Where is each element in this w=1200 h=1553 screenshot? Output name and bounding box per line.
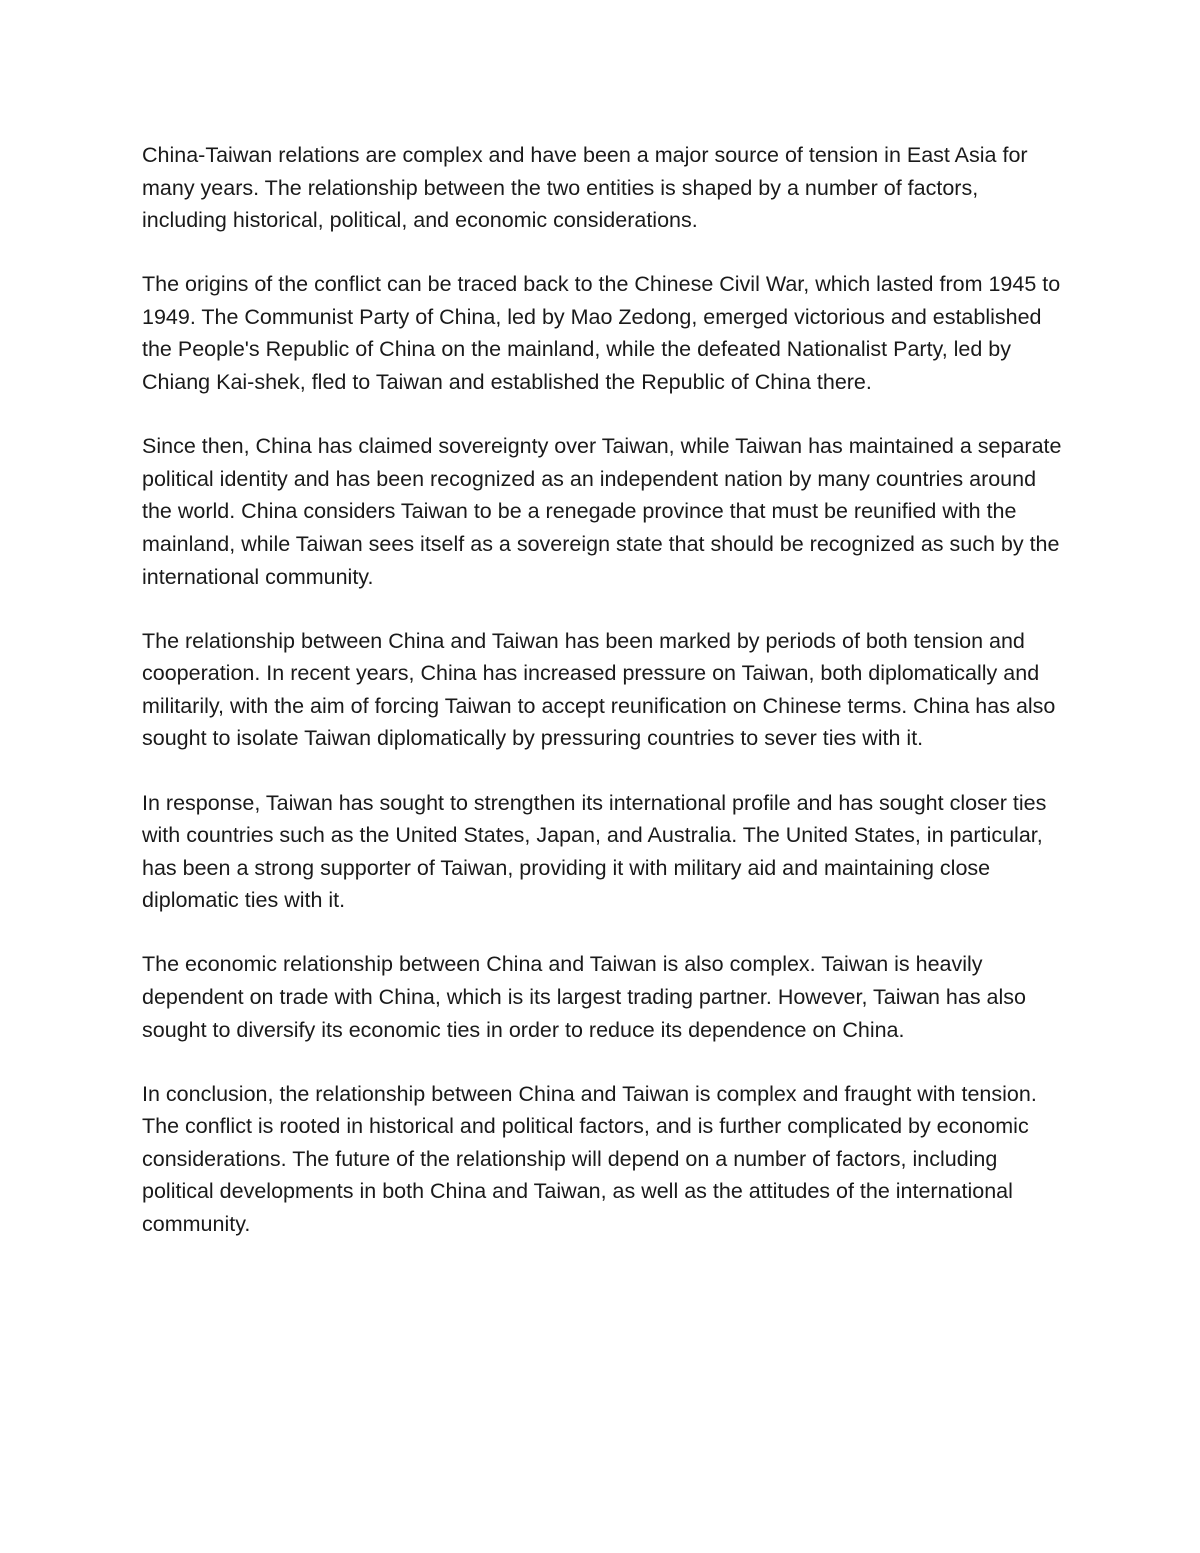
paragraph-conclusion: In conclusion, the relationship between China and Taiwan is complex and fraught with tension. The conflict is rooted in historical and political factors, and is further complicated by economic considerations. The future of the relationship will depend on a number of factors, including political developments in both China and Taiwan, as well as the attitudes of the international community. [142, 1081, 1037, 1237]
paragraph-intro: China-Taiwan relations are complex and have been a major source of tension in East Asia for many years. The relationship between the two entities is shaped by a number of factors, including historical, political, and economic considerations. [142, 143, 1028, 233]
document-body [142, 139, 1067, 1241]
paragraph-sovereignty: Since then, China has claimed sovereignty over Taiwan, while Taiwan has maintained a separate political identity and has been recognized as an independent nation by many countries around the world. China considers Taiwan to be a renegade province that must be reunified with the mainland, while Taiwan sees itself as a sovereign state that should be recognized as such by the international community. [142, 434, 1062, 589]
paragraph-taiwan-response: In response, Taiwan has sought to strengthen its international profile and has sought closer ties with countries such as the United States, Japan, and Australia. The United States, in particular, has been a strong supporter of Taiwan, providing it with military aid and maintaining close diplomatic ties with it. [142, 790, 1047, 913]
paragraph-economic: The economic relationship between China and Taiwan is also complex. Taiwan is heavily dependent on trade with China, which is its largest trading partner. However, Taiwan has also sought to diversify its economic ties in order to reduce its dependence on China. [142, 952, 1026, 1042]
paragraph-tension-cooperation: The relationship between China and Taiwan has been marked by periods of both tension and cooperation. In recent years, China has increased pressure on Taiwan, both diplomatically and militarily, with the aim of forcing Taiwan to accept reunification on Chinese terms. China has also sought to isolate Taiwan diplomatically by pressuring countries to sever ties with it. [142, 628, 1056, 751]
paragraph-origins: The origins of the conflict can be traced back to the Chinese Civil War, which lasted from 1945 to 1949. The Communist Party of China, led by Mao Zedong, emerged victorious and established the People's Republic of China on the mainland, while the defeated Nationalist Party, led by Chiang Kai-shek, fled to Taiwan and established the Republic of China there. [142, 272, 1061, 395]
